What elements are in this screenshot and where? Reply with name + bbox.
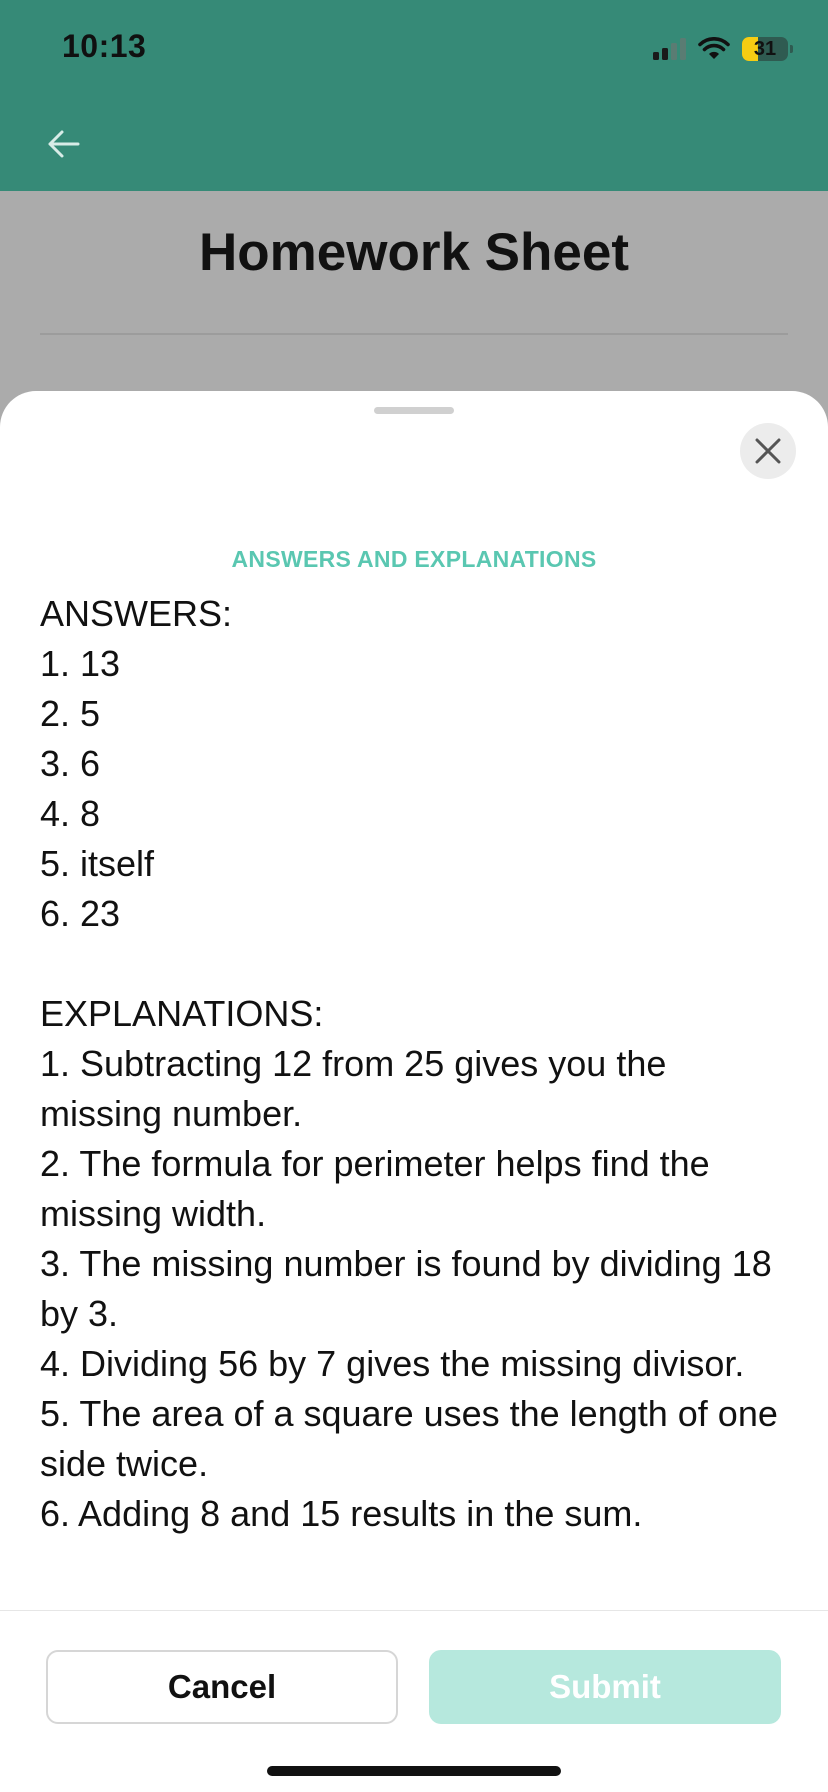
explanation-item: 2. The formula for perimeter helps find the missing width. [40,1143,710,1234]
close-icon [754,437,782,465]
explanation-item: 1. Subtracting 12 from 25 gives you the missing number. [40,1043,667,1134]
answer-item: 6. 23 [40,893,121,934]
battery-icon [742,37,788,61]
section-heading: ANSWERS AND EXPLANATIONS [231,546,597,572]
home-indicator [267,1766,561,1776]
explanation-item: 6. Adding 8 and 15 results in the sum. [40,1493,643,1534]
top-app-bar [0,0,828,191]
page-title: Homework Sheet [198,223,629,282]
explanation-item: 4. Dividing 56 by 7 gives the missing divisor. [40,1343,745,1384]
answer-item: 3. 6 [40,743,101,784]
back-arrow-icon[interactable] [40,120,88,168]
status-time: 10:13 [62,28,147,64]
spacer [40,939,790,989]
submit-button[interactable]: Submit [429,1650,781,1724]
status-icons [653,34,788,64]
wifi-icon [698,37,730,61]
footer-divider [0,1610,828,1611]
battery-level: 31 [753,37,777,60]
close-button[interactable] [740,423,796,479]
cellular-signal-icon [653,38,686,60]
answers-bottom-sheet [0,391,828,1792]
explanation-item: 3. The missing number is found by dividing 18 by 3. [40,1243,772,1334]
explanations-title: EXPLANATIONS: [40,993,324,1034]
answer-item: 5. itself [40,843,155,884]
title-divider [40,333,788,335]
explanation-item: 5. The area of a square uses the length of one side twice. [40,1393,778,1484]
answers-content [40,589,790,1539]
sheet-grabber[interactable] [374,407,454,414]
cancel-button[interactable]: Cancel [46,1650,398,1724]
answers-title: ANSWERS: [40,593,233,634]
answer-item: 1. 13 [40,643,121,684]
answer-item: 4. 8 [40,793,101,834]
answer-item: 2. 5 [40,693,101,734]
